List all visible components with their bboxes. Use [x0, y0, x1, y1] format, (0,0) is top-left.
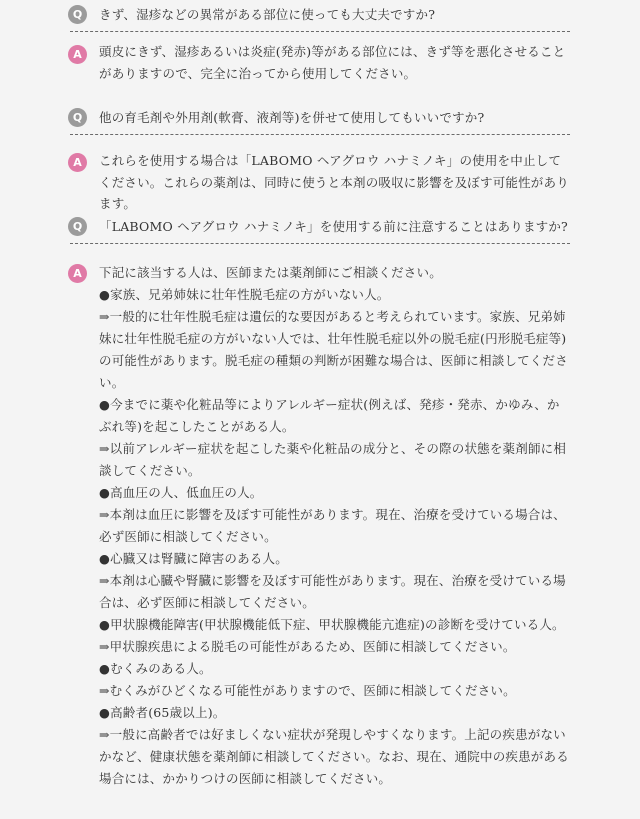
condition-explanation: ⇒一般的に壮年性脱毛症は遺伝的な要因があると考えられています。家族、兄弟姉妹に壮年性脱毛症の方がいない人では、壮年性脱毛症以外の脱毛症(円形脱毛症等)の可能性があります。脱毛症の種類の判断が困難な場合は、医師に相談してください。 — [99, 309, 568, 390]
divider — [70, 243, 570, 244]
condition-explanation: ⇒むくみがひどくなる可能性がありますので、医師に相談してください。 — [99, 683, 516, 698]
condition-item: ●心臓又は腎臓に障害のある人。 — [99, 551, 288, 566]
answer-paragraph: これらを使用する場合は「LABOMO ヘアグロウ ハナミノキ」の使用を中止してください。これらの薬剤は、同時に使うと本剤の吸収に影響を及ぼす可能性があります。 — [99, 153, 569, 211]
condition-item: ●高血圧の人、低血圧の人。 — [99, 485, 263, 500]
condition-explanation: ⇒甲状腺疾患による脱毛の可能性があるため、医師に相談してください。 — [99, 639, 516, 654]
answer-text — [99, 41, 571, 84]
question-text: 「LABOMO ヘアグロウ ハナミノキ」を使用する前に注意することはありますか? — [99, 219, 568, 234]
question-text: きず、湿疹などの異常がある部位に使っても大丈夫ですか? — [99, 7, 436, 22]
answer-text — [99, 262, 571, 790]
condition-explanation: ⇒以前アレルギー症状を起こした薬や化粧品の成分と、その際の状態を薬剤師に相談してください。 — [99, 441, 567, 478]
question-badge: Q — [68, 5, 87, 24]
answer-badge: A — [68, 264, 87, 283]
question-badge: Q — [68, 217, 87, 236]
condition-item: ●甲状腺機能障害(甲状腺機能低下症、甲状腺機能亢進症)の診断を受けている人。 — [99, 617, 565, 632]
answer-paragraph: 頭皮にきず、湿疹あるいは炎症(発赤)等がある部位には、きず等を悪化させることがありますので、完全に治ってから使用してください。 — [99, 44, 566, 81]
condition-explanation: ⇒本剤は心臓や腎臓に影響を及ぼす可能性があります。現在、治療を受けている場合は、必ず医師に相談してください。 — [99, 573, 566, 610]
answer-intro: 下記に該当する人は、医師または薬剤師にご相談ください。 — [99, 265, 442, 280]
condition-explanation: ⇒本剤は血圧に影響を及ぼす可能性があります。現在、治療を受けている場合は、必ず医師に相談してください。 — [99, 507, 566, 544]
condition-item: ●家族、兄弟姉妹に壮年性脱毛症の方がいない人。 — [99, 287, 390, 302]
condition-item: ●むくみのある人。 — [99, 661, 212, 676]
question-badge: Q — [68, 108, 87, 127]
question-text: 他の育毛剤や外用剤(軟膏、液剤等)を併せて使用してもいいですか? — [99, 110, 485, 125]
condition-item: ●今までに薬や化粧品等によりアレルギー症状(例えば、発疹・発赤、かゆみ、かぶれ等)を起こしたことがある人。 — [99, 397, 560, 434]
answer-text — [99, 150, 571, 215]
condition-item: ●高齢者(65歳以上)。 — [99, 705, 226, 720]
condition-explanation: ⇒一般に高齢者では好ましくない症状が発現しやすくなります。上記の疾患がないかなど、健康状態を薬剤師に相談してください。なお、現在、通院中の疾患がある場合には、かかりつけの医師に相談してください。 — [99, 727, 569, 786]
divider — [70, 31, 570, 32]
answer-badge: A — [68, 153, 87, 172]
divider — [70, 134, 570, 135]
answer-badge: A — [68, 45, 87, 64]
